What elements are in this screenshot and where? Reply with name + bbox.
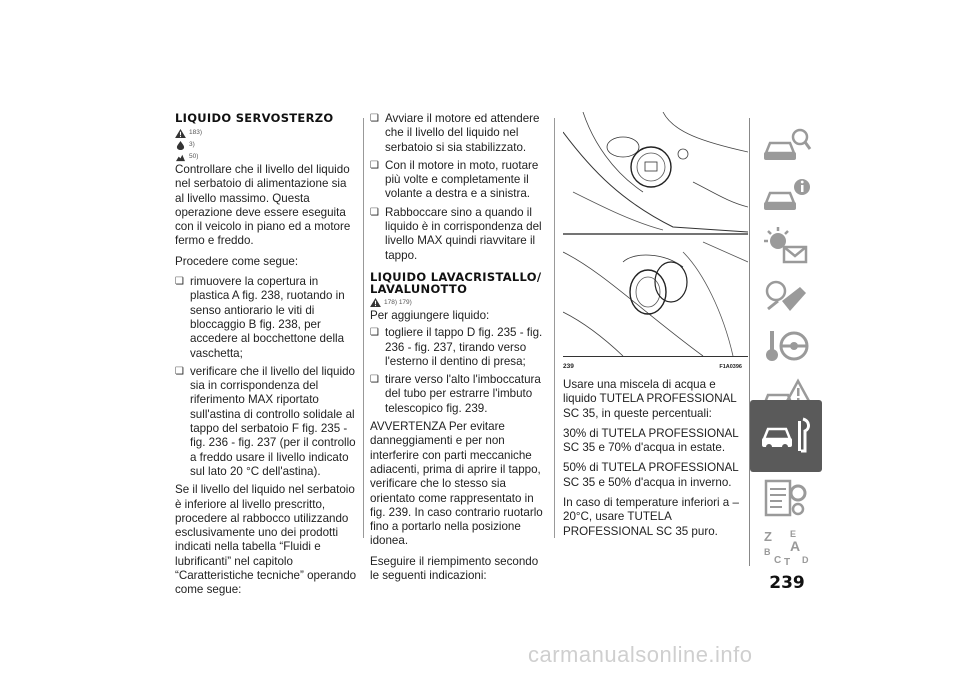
list-item: ❏ Con il motore in moto, ruotare più volte e completamente il volante a destra e a sinistra. — [370, 159, 550, 202]
document-gear-icon — [760, 477, 812, 519]
list-item: ❏ Avviare il motore ed attendere che il livello del liquido nel serbatoio si sia stabilizzato. — [370, 112, 550, 155]
section-title-washer-fluid: LIQUIDO LAVACRISTALLO/ LAVALUNOTTO — [370, 269, 542, 296]
svg-text:A: A — [790, 538, 801, 554]
list-item: ❏ Rabboccare sino a quando il liquido è in corrispondenza del livello MAX quindi riavvitare il tappo. — [370, 206, 550, 263]
paragraph: Eseguire il riempimento secondo le seguenti indicazioni: — [370, 554, 539, 583]
svg-text:Z: Z — [764, 529, 772, 544]
list-item: ❏ rimuovere la copertura in plastica A fig. 238, ruotando in senso antiorario le viti di bloccaggio B fig. 238, per accedere al bocchettone della vaschetta; — [175, 275, 358, 361]
warning-ref: 3) — [175, 139, 358, 151]
column-1 — [175, 112, 358, 604]
column-3 — [563, 112, 743, 545]
paragraph: 30% di TUTELA PROFESSIONAL SC 35 e 70% d'acqua in estate. — [563, 426, 739, 455]
alphabet-index-icon — [760, 525, 812, 567]
svg-text:C: C — [774, 555, 782, 566]
warning-ref: 178) 179) — [370, 297, 550, 309]
chapter-tab-index[interactable] — [750, 518, 822, 574]
warning-triangle-icon — [370, 298, 381, 307]
engine-bay-illustration — [563, 112, 748, 356]
svg-text:D: D — [802, 555, 809, 565]
hand-car-icon — [760, 275, 812, 317]
chapter-tab-starting[interactable] — [750, 268, 822, 324]
figure-code: F1A0396 — [719, 364, 742, 370]
environment-icon — [175, 153, 186, 162]
warning-ref: 183) — [175, 127, 358, 139]
chapter-sidebar — [749, 118, 821, 566]
oil-drop-icon — [175, 141, 186, 150]
paragraph: Per aggiungere liquido: — [370, 308, 490, 322]
watermark: carmanualsonline.info — [528, 642, 753, 667]
warning-ref: 50) — [175, 151, 358, 163]
svg-text:B: B — [764, 547, 771, 557]
column-2 — [370, 112, 550, 589]
page-number: 239 — [769, 573, 805, 593]
paragraph: In caso di temperature inferiori a –20°C, usare TUTELA PROFESSIONAL SC 35 puro. — [563, 496, 739, 538]
paragraph: Se il livello del liquido nel serbatoio è inferiore al livello prescritto, procedere al rabbocco utilizzando esclusivamente uno dei prodotti indicati nella tabella “Fluidi e lubrificanti” nel capitolo “Caratteristiche tecniche” operando come segue: — [175, 483, 357, 597]
column-divider-2 — [554, 118, 555, 538]
list-item: ❏ tirare verso l'alto l'imboccatura del tubo per estrarre l'imbuto telescopico fig. 239. — [370, 373, 550, 416]
car-search-icon — [760, 125, 812, 167]
paragraph: 50% di TUTELA PROFESSIONAL SC 35 e 50% d'acqua in inverno. — [563, 461, 739, 489]
chapter-tab-driving[interactable] — [750, 318, 822, 374]
paragraph: Usare una miscela di acqua e liquido TUTELA PROFESSIONAL SC 35, in queste percentuali: — [563, 378, 737, 420]
figure-number: 239 — [563, 363, 574, 370]
key-steering-icon — [760, 325, 812, 367]
svg-text:E: E — [790, 529, 797, 539]
paragraph: AVVERTENZA Per evitare danneggiamenti e per non interferire con parti meccaniche adiacenti, prima di aprire il tappo, verificare che lo stesso sia orientato come rappresentato in fig. 239. In caso contrario ruotarlo fino a portarlo nella posizione idonea. — [370, 420, 543, 548]
car-info-icon — [760, 175, 812, 217]
section-title-power-steering: LIQUIDO SERVOSTERZO — [175, 111, 334, 125]
list-item: ❏ verificare che il livello del liquido sia in corrispondenza del riferimento MAX riportato sull'astina di controllo solidale al tappo del serbatoio F fig. 235 - fig. 236 - fig. 237 (per il controllo a freddo usare il livello indicato sul lato 20 °C dell'astina). — [175, 365, 358, 479]
svg-text:T: T — [784, 557, 791, 567]
warning-triangle-icon — [175, 129, 186, 138]
list-item: ❏ togliere il tappo D fig. 235 - fig. 236 - fig. 237, tirando verso l'esterno il dentino di presa; — [370, 326, 550, 369]
column-divider-1 — [363, 118, 364, 538]
chapter-tab-instruments[interactable] — [750, 168, 822, 224]
chapter-tab-knowing-car[interactable] — [750, 118, 822, 174]
chapter-tab-maintenance[interactable] — [750, 400, 822, 472]
paragraph: Procedere come segue: — [175, 254, 299, 268]
lights-mail-icon — [760, 225, 812, 267]
chapter-tab-safety[interactable] — [750, 218, 822, 274]
figure-caption — [563, 356, 748, 370]
paragraph: Controllare che il livello del liquido nel serbatoio di alimentazione sia al livello massimo. Questa operazione deve essere eseguita con il veicolo in piano ed a motore fermo e freddo. — [175, 163, 351, 248]
figure-239 — [563, 112, 748, 370]
car-wrench-icon — [760, 415, 812, 457]
